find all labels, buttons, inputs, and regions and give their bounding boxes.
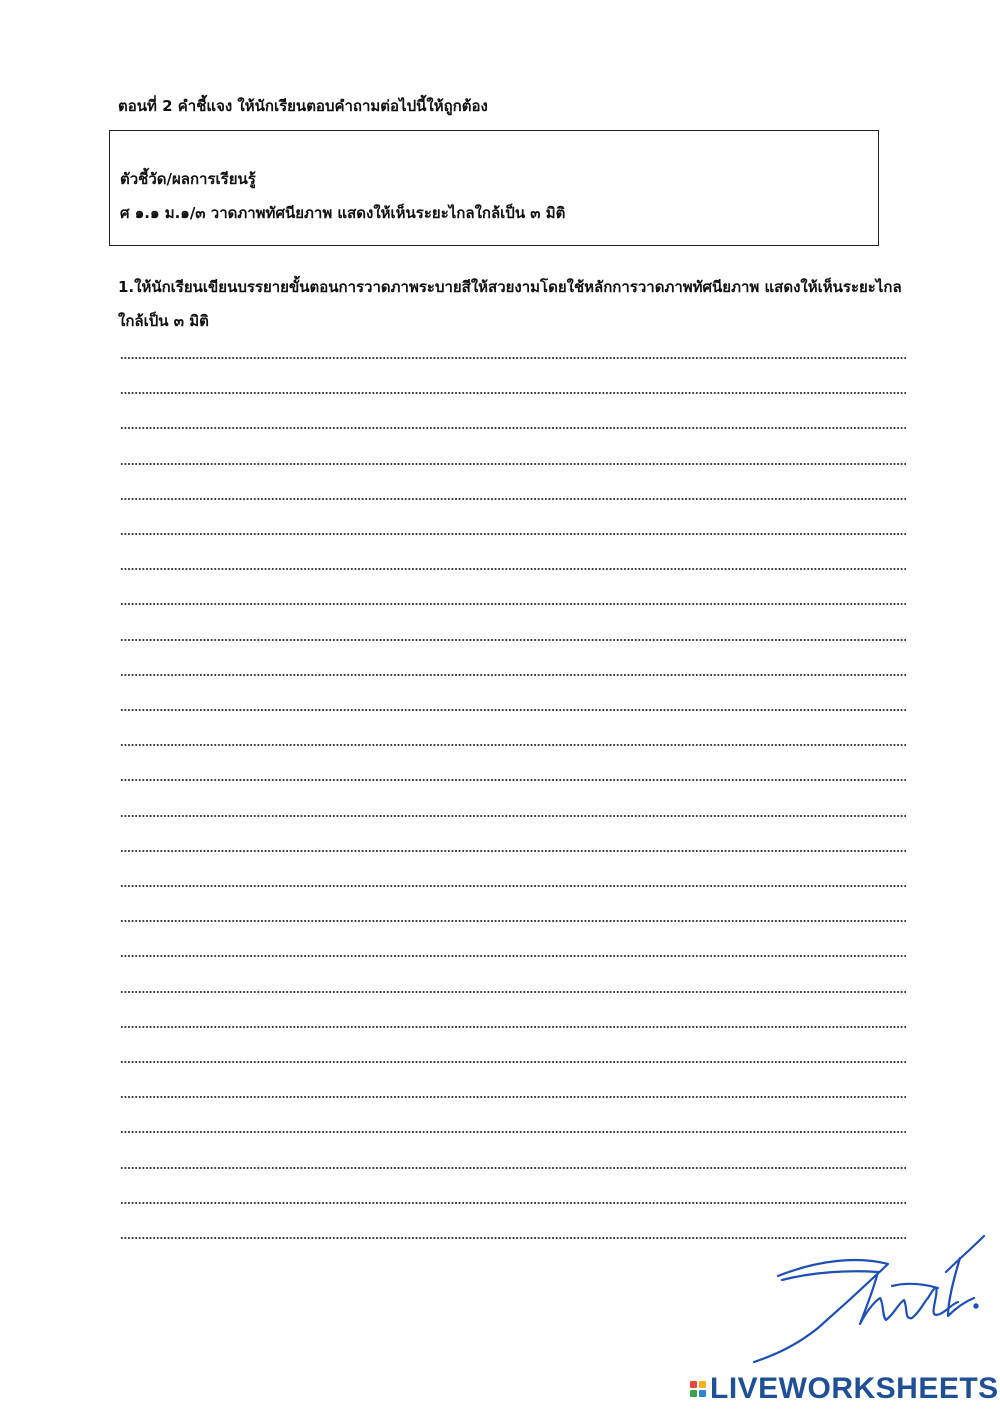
answer-line[interactable] — [120, 1095, 906, 1099]
answer-line[interactable] — [120, 532, 906, 536]
liveworksheets-grid-icon — [690, 1381, 706, 1397]
answer-line[interactable] — [120, 391, 906, 395]
answer-line[interactable] — [120, 919, 906, 923]
indicator-text: ศ ๑.๑ ม.๑/๓ วาดภาพทัศนียภาพ แสดงให้เห็นระยะไกลใกล้เป็น ๓ มิติ — [120, 204, 566, 222]
answer-line[interactable] — [120, 778, 906, 782]
answer-line[interactable] — [120, 356, 906, 360]
answer-line[interactable] — [120, 567, 906, 571]
indicator-heading: ตัวชี้วัด/ผลการเรียนรู้ — [120, 170, 256, 188]
indicator-box — [109, 130, 879, 246]
answer-line[interactable] — [120, 708, 906, 712]
grid-cell-l — [690, 1381, 697, 1388]
answer-line[interactable] — [120, 884, 906, 888]
question-text: 1.ให้นักเรียนเขียนบรรยายขั้นตอนการวาดภาพระบายสีให้สวยงามโดยใช้หลักการวาดภาพทัศนียภาพ แสดงให้เห็นระยะไกลใกล้เป็น ๓ มิติ — [118, 278, 902, 330]
grid-cell-i — [699, 1381, 706, 1388]
grid-cell-v — [690, 1390, 697, 1397]
answer-line[interactable] — [120, 990, 906, 994]
answer-line[interactable] — [120, 954, 906, 958]
answer-line[interactable] — [120, 1060, 906, 1064]
answer-line[interactable] — [120, 1025, 906, 1029]
answer-line[interactable] — [120, 1201, 906, 1205]
liveworksheets-logo[interactable] — [690, 1372, 999, 1406]
answer-line[interactable] — [120, 673, 906, 677]
answer-line[interactable] — [120, 602, 906, 606]
answer-line[interactable] — [120, 426, 906, 430]
signature-icon — [748, 1228, 988, 1372]
answer-line[interactable] — [120, 638, 906, 642]
answer-line[interactable] — [120, 743, 906, 747]
brand-name: LIVEWORKSHEETS — [710, 1372, 999, 1405]
section-title: ตอนที่ 2 คำชี้แจง ให้นักเรียนตอบคำถามต่อไปนี้ให้ถูกต้อง — [118, 97, 488, 115]
grid-cell-e — [699, 1390, 706, 1397]
answer-line[interactable] — [120, 1130, 906, 1134]
answer-line[interactable] — [120, 814, 906, 818]
answer-line[interactable] — [120, 497, 906, 501]
answer-line[interactable] — [120, 462, 906, 466]
answer-line[interactable] — [120, 849, 906, 853]
answer-line[interactable] — [120, 1166, 906, 1170]
